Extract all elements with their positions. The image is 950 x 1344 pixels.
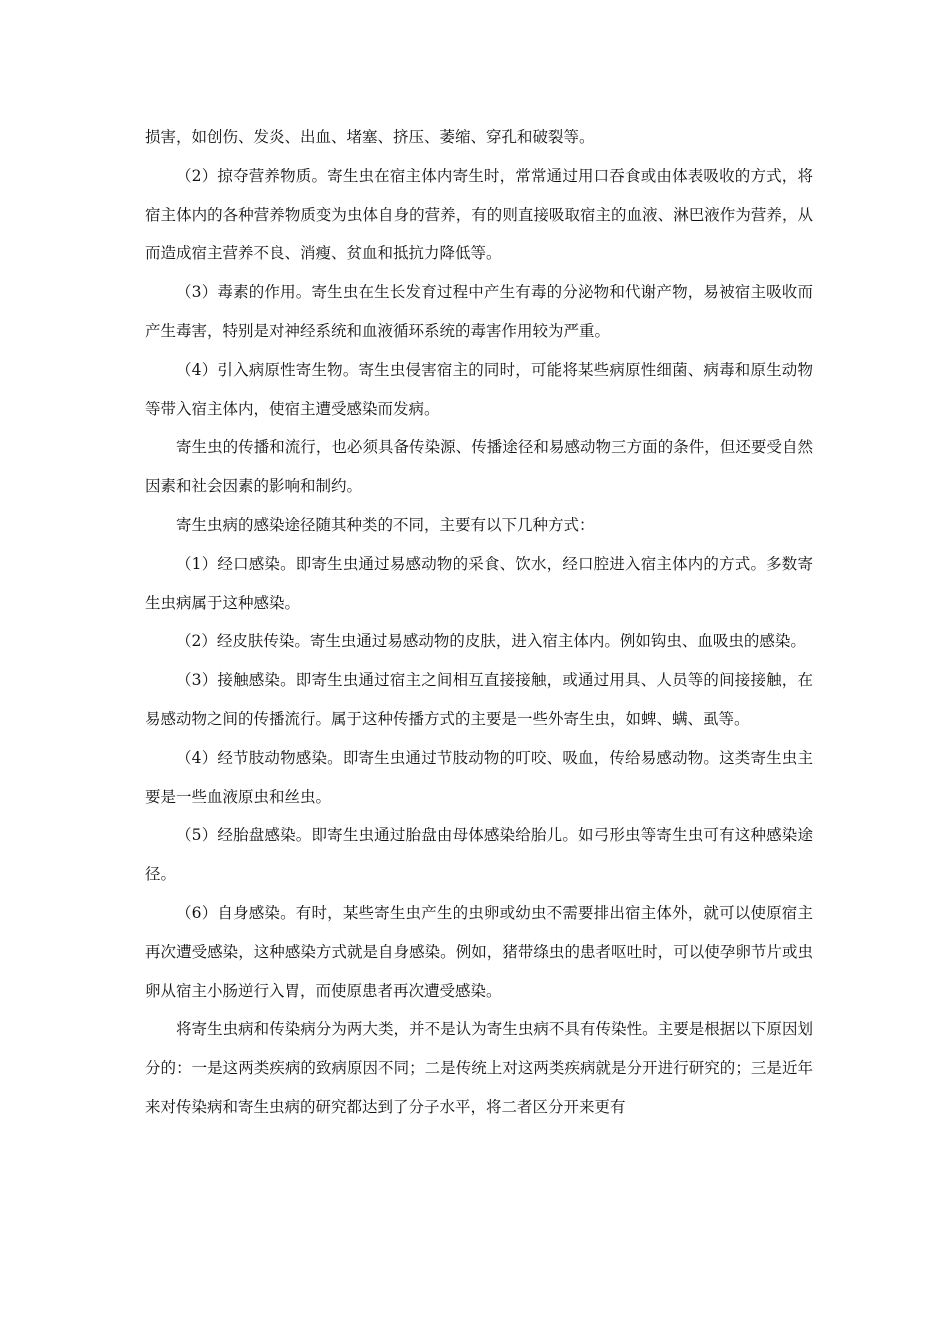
paragraph-transmission-conditions: 寄生虫的传播和流行，也必须具备传染源、传播途径和易感动物三方面的条件，但还要受自然因素和社会因素的影响和制约。: [145, 438, 813, 496]
paragraph-skin-infection: （2）经皮肤传染。寄生虫通过易感动物的皮肤，进入宿主体内。例如钩虫、血吸虫的感染。: [176, 632, 806, 651]
paragraph-auto-infection: （6）自身感染。有时，某些寄生虫产生的虫卵或幼虫不需要排出宿主体外，就可以使原宿主再次遭受感染，这种感染方式就是自身感染。例如，猪带绦虫的患者呕吐时，可以使孕卵节片或虫卵从宿主小肠逆行入胃，而使原患者再次遭受感染。: [145, 903, 813, 1000]
paragraph-classification: 将寄生虫病和传染病分为两大类，并不是认为寄生虫病不具有传染性。主要是根据以下原因划分的：一是这两类疾病的致病原因不同；二是传统上对这两类疾病就是分开进行研究的；三是近年来对传染病和寄生虫病的研究都达到了分子水平，将二者区分开来更有: [145, 1020, 813, 1116]
paragraph-arthropod-infection: （4）经节肢动物感染。即寄生虫通过节肢动物的叮咬、吸血，传给易感动物。这类寄生虫主要是一些血液原虫和丝虫。: [145, 748, 813, 806]
paragraph-continuation: 损害，如创伤、发炎、出血、堵塞、挤压、萎缩、穿孔和破裂等。: [145, 128, 595, 146]
paragraph-contact-infection: （3）接触感染。即寄生虫通过宿主之间相互直接接触，或通过用具、人员等的间接接触，在易感动物之间的传播流行。属于这种传播方式的主要是一些外寄生虫，如蜱、螨、虱等。: [145, 671, 813, 728]
paragraph-pathogen-introduction: （4）引入病原性寄生物。寄生虫侵害宿主的同时，可能将某些病原性细菌、病毒和原生动物等带入宿主体内，使宿主遭受感染而发病。: [145, 360, 813, 418]
document-body: [145, 118, 813, 1127]
paragraph-nutrient-plunder: （2）掠夺营养物质。寄生虫在宿主体内寄生时，常常通过用口吞食或由体表吸收的方式，将宿主体内的各种营养物质变为虫体自身的营养，有的则直接吸取宿主的血液、淋巴液作为营养，从而造成宿主营养不良、消瘦、贫血和抵抗力降低等。: [145, 166, 813, 263]
paragraph-toxin-effect: （3）毒素的作用。寄生虫在生长发育过程中产生有毒的分泌物和代谢产物，易被宿主吸收而产生毒害，特别是对神经系统和血液循环系统的毒害作用较为严重。: [145, 283, 813, 340]
paragraph-placental-infection: （5）经胎盘感染。即寄生虫通过胎盘由母体感染给胎儿。如弓形虫等寄生虫可有这种感染途径。: [145, 826, 813, 884]
paragraph-oral-infection: （1）经口感染。即寄生虫通过易感动物的采食、饮水，经口腔进入宿主体内的方式。多数寄生虫病属于这种感染。: [145, 554, 813, 612]
paragraph-infection-routes-intro: 寄生虫病的感染途径随其种类的不同，主要有以下几种方式：: [176, 515, 595, 534]
